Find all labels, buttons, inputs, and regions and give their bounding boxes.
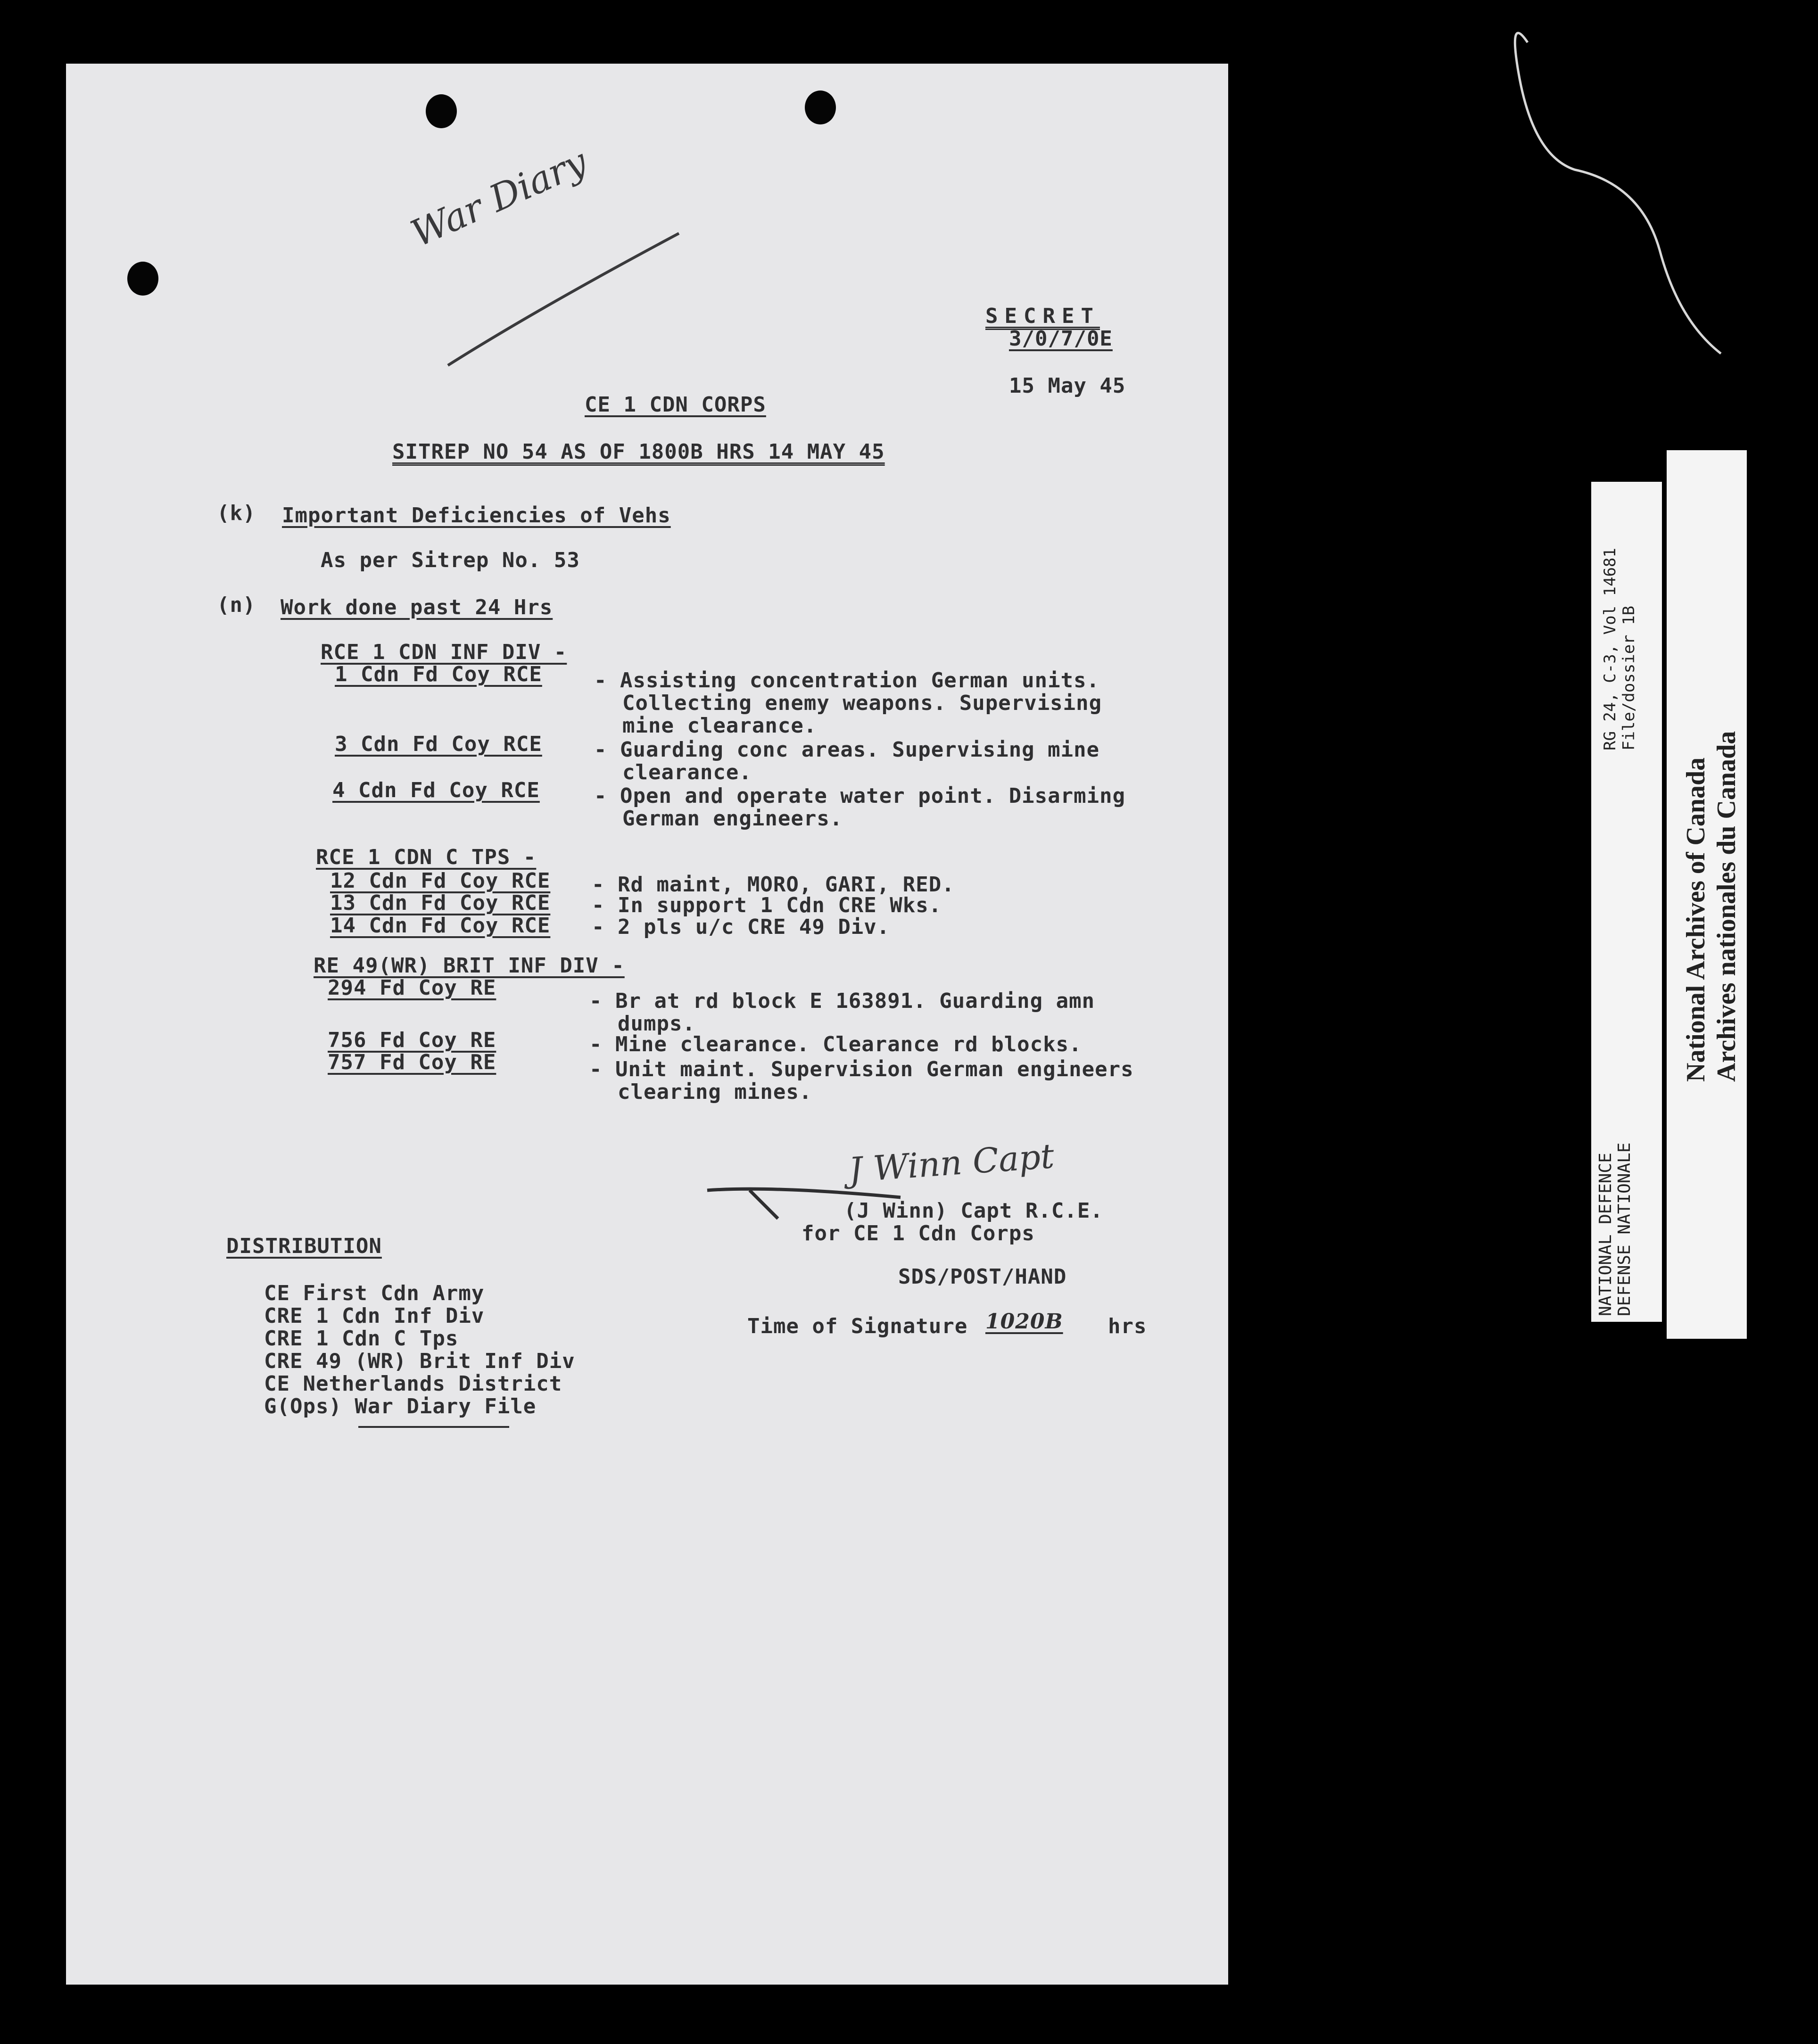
punch-hole bbox=[805, 91, 836, 124]
punch-hole bbox=[127, 262, 158, 296]
unit-name: 294 Fd Coy RE bbox=[328, 976, 496, 1000]
unit-name: 4 Cdn Fd Coy RCE bbox=[332, 778, 540, 802]
handwritten-stroke bbox=[443, 224, 688, 375]
unit-name: 3 Cdn Fd Coy RCE bbox=[335, 732, 542, 756]
unit-name: 14 Cdn Fd Coy RCE bbox=[330, 914, 551, 938]
archive-department-fr: DEFENSE NATIONALE bbox=[1615, 1142, 1634, 1316]
unit-activity: - Unit maint. Supervision German engineers bbox=[589, 1057, 1134, 1081]
punch-hole bbox=[426, 94, 457, 128]
string-curl bbox=[1499, 14, 1744, 363]
unit-name: 757 Fd Coy RE bbox=[328, 1050, 496, 1074]
classification-stamp: SECRET bbox=[985, 304, 1100, 328]
archive-name-strip bbox=[1667, 450, 1747, 1339]
signatory-name: (J Winn) Capt R.C.E. bbox=[844, 1199, 1103, 1223]
archive-name-en: National Archives of Canada bbox=[1681, 757, 1711, 1082]
time-of-signature-label: Time of Signature bbox=[747, 1314, 968, 1338]
unit-activity: - In support 1 Cdn CRE Wks. bbox=[592, 893, 942, 917]
document-date: 15 May 45 bbox=[1009, 374, 1126, 398]
distribution-heading: DISTRIBUTION bbox=[226, 1234, 382, 1258]
distribution-item: CE First Cdn Army bbox=[264, 1281, 485, 1305]
section-heading: Work done past 24 Hrs bbox=[281, 595, 553, 619]
unit-name: 13 Cdn Fd Coy RCE bbox=[330, 891, 551, 915]
transmission-method: SDS/POST/HAND bbox=[898, 1265, 1067, 1289]
unit-activity: clearance. bbox=[622, 760, 752, 784]
document-page bbox=[66, 64, 1228, 1985]
signatory-office: for CE 1 Cdn Corps bbox=[802, 1221, 1035, 1245]
document-title: SITREP NO 54 AS OF 1800B HRS 14 MAY 45 bbox=[392, 440, 885, 464]
time-of-signature-value: 1020B bbox=[985, 1310, 1063, 1334]
distribution-item: CRE 1 Cdn C Tps bbox=[264, 1327, 459, 1351]
distribution-item: CE Netherlands District bbox=[264, 1372, 562, 1396]
section-heading: Important Deficiencies of Vehs bbox=[282, 503, 671, 527]
distribution-item: CRE 49 (WR) Brit Inf Div bbox=[264, 1349, 575, 1373]
unit-activity: Collecting enemy weapons. Supervising bbox=[622, 691, 1102, 715]
time-of-signature-unit: hrs bbox=[1108, 1314, 1147, 1338]
archive-reference-line: RG 24, C-3, Vol 14681 bbox=[1601, 548, 1620, 750]
distribution-item: G(Ops) War Diary File bbox=[264, 1394, 537, 1418]
unit-activity: clearing mines. bbox=[618, 1080, 812, 1104]
unit-activity: - Open and operate water point. Disarming bbox=[594, 784, 1126, 808]
group-title: RCE 1 CDN INF DIV - bbox=[321, 640, 567, 664]
unit-activity: - 2 pls u/c CRE 49 Div. bbox=[592, 915, 890, 939]
unit-activity: - Mine clearance. Clearance rd blocks. bbox=[589, 1032, 1082, 1056]
unit-name: 1 Cdn Fd Coy RCE bbox=[335, 662, 542, 686]
section-letter: (n) bbox=[217, 593, 256, 617]
archive-department-en: NATIONAL DEFENCE bbox=[1596, 1153, 1615, 1316]
handwritten-note: War Diary bbox=[405, 140, 594, 256]
archive-name-fr: Archives nationales du Canada bbox=[1712, 731, 1741, 1082]
unit-activity: - Guarding conc areas. Supervising mine bbox=[594, 738, 1100, 762]
group-title: RCE 1 CDN C TPS - bbox=[316, 845, 537, 869]
distribution-underline bbox=[358, 1426, 509, 1428]
reference-number: 3/0/7/0E bbox=[1009, 327, 1113, 351]
unit-activity: - Br at rd block E 163891. Guarding amn bbox=[589, 989, 1095, 1013]
archive-reference-file: File/dossier 1B bbox=[1620, 605, 1638, 750]
archive-reference-strip bbox=[1591, 482, 1662, 1322]
unit-activity: dumps. bbox=[618, 1012, 695, 1036]
signature-scrawl: J Winn Capt bbox=[847, 1136, 1056, 1190]
distribution-item: CRE 1 Cdn Inf Div bbox=[264, 1304, 485, 1328]
originator-heading: CE 1 CDN CORPS bbox=[585, 393, 766, 417]
section-body: As per Sitrep No. 53 bbox=[321, 548, 580, 572]
unit-name: 756 Fd Coy RE bbox=[328, 1028, 496, 1052]
unit-name: 12 Cdn Fd Coy RCE bbox=[330, 869, 551, 893]
unit-activity: - Assisting concentration German units. bbox=[594, 668, 1100, 692]
unit-activity: - Rd maint, MORO, GARI, RED. bbox=[592, 873, 955, 897]
unit-activity: mine clearance. bbox=[622, 714, 817, 738]
group-title: RE 49(WR) BRIT INF DIV - bbox=[314, 954, 625, 978]
section-letter: (k) bbox=[217, 501, 256, 525]
unit-activity: German engineers. bbox=[622, 807, 843, 831]
